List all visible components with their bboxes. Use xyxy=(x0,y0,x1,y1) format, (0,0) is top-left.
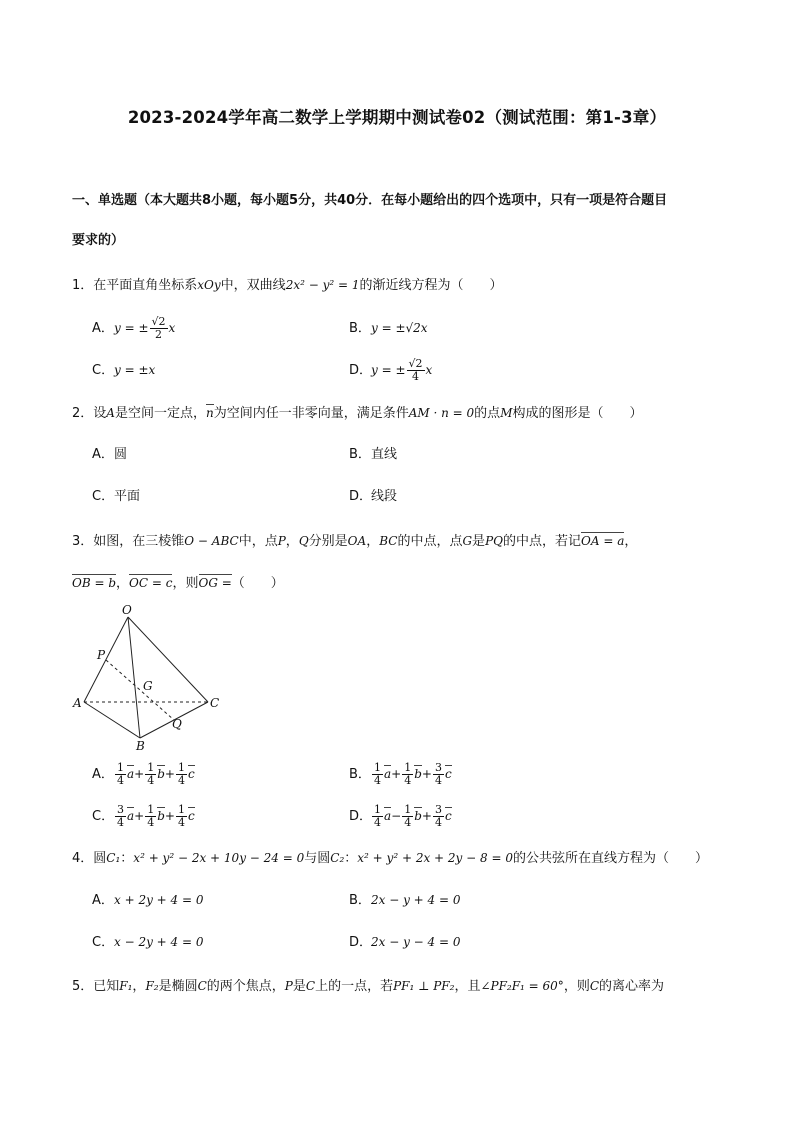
segment-pq-dashed xyxy=(106,660,174,720)
q3-option-a[interactable]: A． $\frac{1}{4}$ a+ $\frac{1}{4}$ b+ $\frac{1}{4}$ c xyxy=(92,761,195,787)
page-title: 2023-2024学年高二数学上学期期中测试卷02（测试范围：第1-3章） xyxy=(127,108,667,127)
question-4: 4．圆C₁：x² + y² − 2x + 10y − 24 = 0与圆C₂：x² + y² + 2x + 2y − 8 = 0的公共弦所在直线方程为（ ） xyxy=(72,851,708,866)
q1-option-d[interactable]: D．y = ± $\frac{√2}{4}$ x xyxy=(349,357,433,383)
label-c: C xyxy=(210,696,220,710)
question-2: 2．设A是空间一定点，n为空间内任一非零向量，满足条件AM · n = 0的点M构成的图形是（ ） xyxy=(72,406,643,421)
q3-option-c[interactable]: C． $\frac{3}{4}$ a+ $\frac{1}{4}$ b+ $\frac{1}{4}$ c xyxy=(92,803,195,829)
label-g: G xyxy=(143,679,153,693)
q2-option-b[interactable]: B．直线 xyxy=(349,447,398,462)
q4-option-c[interactable]: C．x − 2y + 4 = 0 xyxy=(92,935,204,950)
edge-ob xyxy=(128,617,140,738)
label-p: P xyxy=(97,648,106,662)
label-q: Q xyxy=(172,717,182,731)
vector-condition: AM · n = 0 xyxy=(408,406,475,420)
q1-option-b[interactable]: B．y = ±√2x xyxy=(349,321,428,336)
hyperbola-equation: 2x² − y² = 1 xyxy=(285,278,360,292)
label-a: A xyxy=(73,696,82,710)
q2-option-c[interactable]: C．平面 xyxy=(92,489,141,504)
q4-option-a[interactable]: A．x + 2y + 4 = 0 xyxy=(92,893,204,908)
q2-option-a[interactable]: A．圆 xyxy=(92,447,128,462)
label-o: O xyxy=(122,603,132,617)
q1-option-a[interactable]: A．y = ± $\frac{√2}{2}$ x xyxy=(92,315,176,341)
edge-oc xyxy=(128,617,208,702)
q1-option-c[interactable]: C．y = ±x xyxy=(92,363,156,378)
question-5: 5．已知F₁，F₂是椭圆C的两个焦点，P是C上的一点，若PF₁ ⊥ PF₂，且∠PF₂F₁ = 60°，则C的离心率为 xyxy=(72,979,665,994)
section-heading-line2: 要求的） xyxy=(72,233,125,248)
q3-option-d[interactable]: D． $\frac{1}{4}$ a− $\frac{1}{4}$ b+ $\frac{3}{4}$ c xyxy=(349,803,452,829)
q2-option-d[interactable]: D．线段 xyxy=(349,489,398,504)
q3-option-b[interactable]: B． $\frac{1}{4}$ a+ $\frac{1}{4}$ b+ $\frac{3}{4}$ c xyxy=(349,761,452,787)
section-heading-line1: 一、单选题（本大题共8小题，每小题5分，共40分．在每小题给出的四个选项中，只有一项是符合题目 xyxy=(72,193,668,208)
edge-ab xyxy=(84,702,140,738)
tetrahedron-figure xyxy=(70,600,230,750)
q4-option-d[interactable]: D．2x − y − 4 = 0 xyxy=(349,935,461,950)
question-3-line1: 3．如图，在三棱锥O − ABC中，点P，Q分别是OA，BC的中点，点G是PQ的中点，若记OA = a， xyxy=(72,534,638,549)
question-1: 1．在平面直角坐标系xOy中，双曲线2x² − y² = 1的渐近线方程为（ ） xyxy=(72,278,503,293)
q4-option-b[interactable]: B．2x − y + 4 = 0 xyxy=(349,893,461,908)
label-b: B xyxy=(136,739,145,750)
question-3-line2: OB = b，OC = c，则OG =（ ） xyxy=(72,576,284,591)
edge-oa xyxy=(84,617,128,702)
